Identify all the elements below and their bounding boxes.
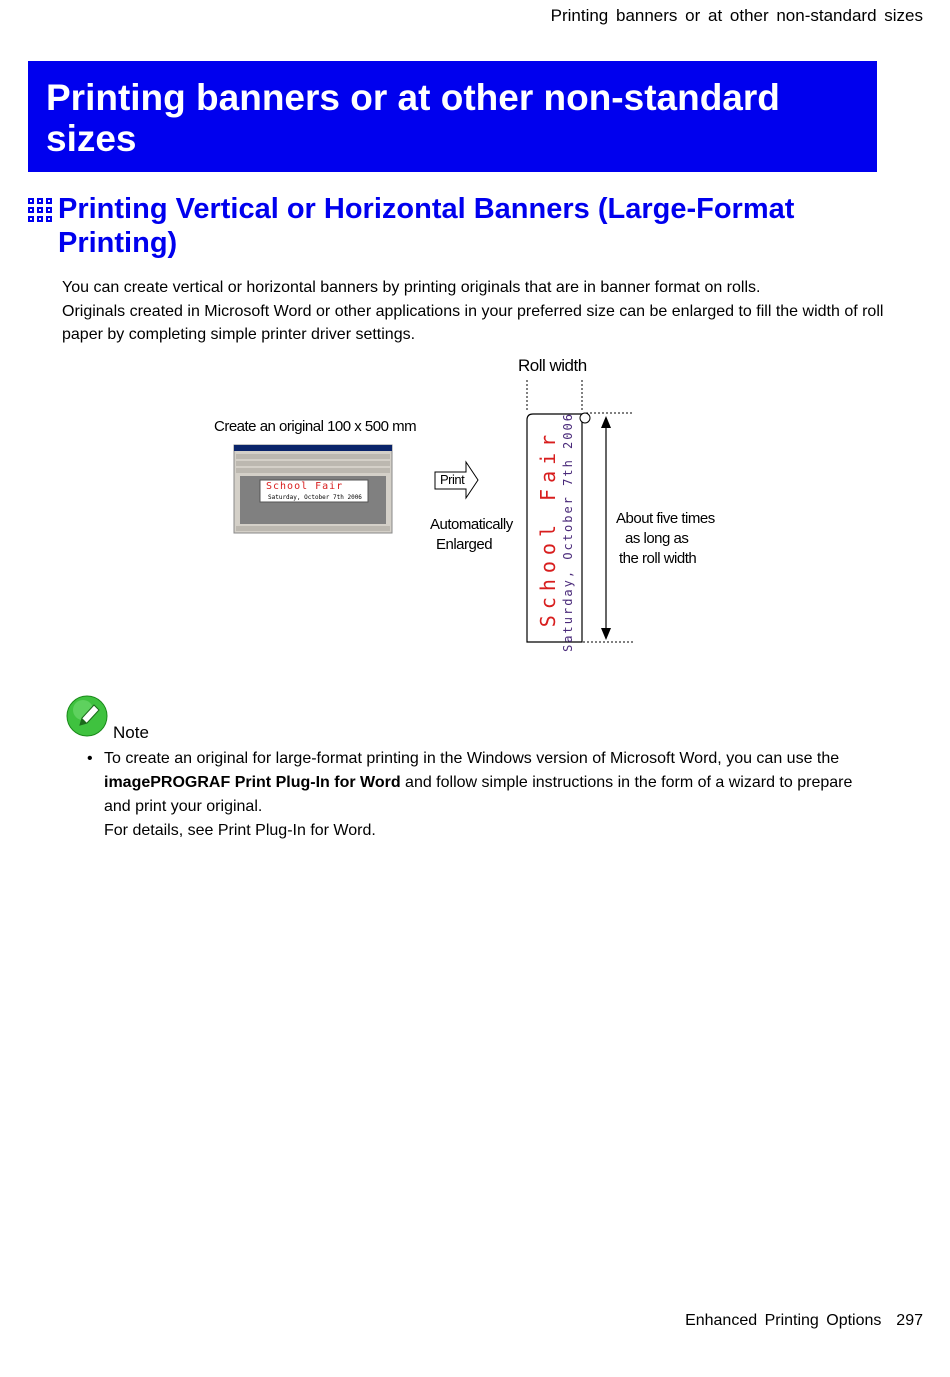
- running-footer: [685, 1312, 923, 1330]
- section-title: Printing Vertical or Horizontal Banners (Large-Format Printing): [58, 193, 795, 259]
- note-list: [62, 747, 882, 843]
- note-label: Note: [113, 723, 149, 742]
- length-label-line-2: as long as: [625, 530, 689, 547]
- original-size-label: Create an original 100 x 500 mm: [214, 418, 417, 435]
- note-text-post: and follow simple instructions in the form of a wizard to prepare and print your original.: [104, 774, 853, 815]
- banner-diagram: [200, 350, 760, 660]
- thumbnail-title: School Fair: [266, 481, 344, 492]
- bullet-icon: •: [87, 750, 93, 767]
- roll-width-label: Roll width: [518, 356, 587, 375]
- automatically-label: Automatically: [430, 516, 513, 533]
- banner-subtitle: Saturday, October 7th 2006: [561, 412, 575, 652]
- pencil-icon: [66, 695, 108, 737]
- enlarged-label: Enlarged: [436, 536, 493, 553]
- plugin-name: imagePROGRAF Print Plug-In for Word: [104, 774, 401, 791]
- diagram-graphics: [200, 350, 760, 660]
- length-label-line-1: About five times: [616, 510, 715, 527]
- intro-line-2: Originals created in Microsoft Word or other applications in your preferred size can be enlarged to fill the width of roll paper by completing simple printer driver settings.: [62, 302, 884, 343]
- section-heading: [28, 192, 858, 260]
- page-number: 297: [896, 1312, 923, 1329]
- footer-section-name: Enhanced Printing Options: [685, 1312, 882, 1329]
- note-text-pre: To create an original for large-format printing in the Windows version of Microsoft Word, you can use the: [104, 750, 840, 767]
- thumbnail-subtitle: Saturday, October 7th 2006: [268, 494, 362, 501]
- running-header: Printing banners or at other non-standard sizes: [550, 6, 923, 25]
- banner-title: School Fair: [536, 428, 560, 628]
- print-arrow-label: Print: [440, 472, 465, 487]
- note-details: For details, see Print Plug-In for Word.: [104, 822, 376, 839]
- length-label-line-3: the roll width: [619, 550, 697, 567]
- intro-line-1: You can create vertical or horizontal banners by printing originals that are in banner format on rolls.: [62, 279, 761, 296]
- grid-icon: [28, 198, 52, 222]
- page-title: Printing banners or at other non-standard sizes: [46, 77, 780, 159]
- note-item: [62, 747, 882, 843]
- page-title-banner: [28, 61, 877, 172]
- intro-paragraph: [62, 276, 902, 347]
